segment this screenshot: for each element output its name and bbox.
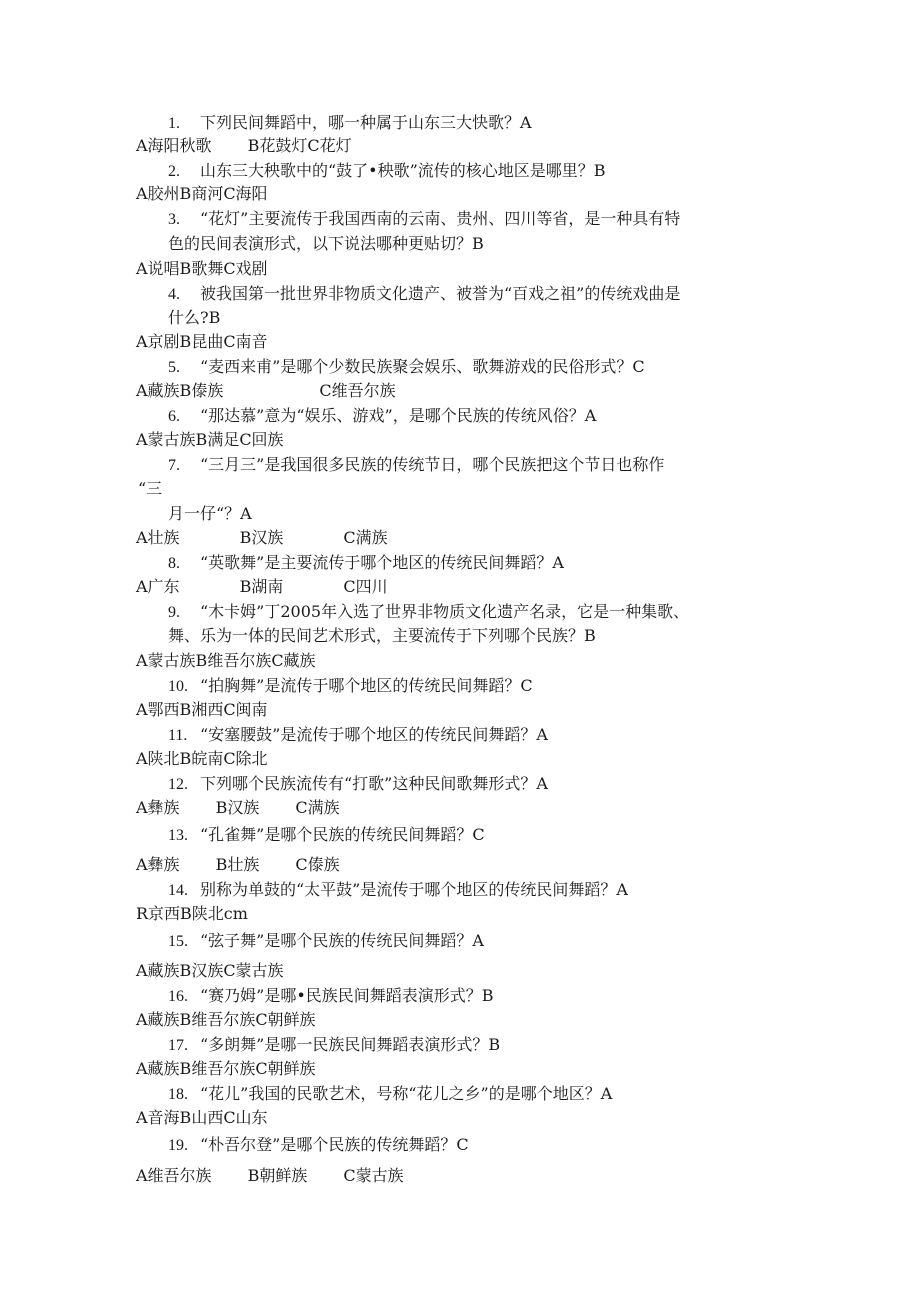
options-8 (136, 576, 388, 598)
question-18 (168, 1083, 612, 1105)
question-text: 被我国第一批世界非物质文化遗产、被誉为“百戏之祖”的传统戏曲是 (200, 284, 681, 303)
question-3-cont (168, 233, 484, 255)
option: A蒙古族B满足C回族 (136, 430, 284, 449)
question-number: 5. (168, 359, 180, 376)
option: A藏族B汉族C蒙古族 (136, 961, 284, 980)
option: A彝族 (136, 798, 180, 817)
question-text: 下列民间舞蹈中，哪一种属于山东三大快歌？A (200, 113, 532, 132)
question-text: “多朗舞”是哪一民族民间舞蹈表演形式？B (200, 1035, 501, 1054)
question-3 (168, 208, 680, 230)
question-text: “赛乃姆”是哪•民族民间舞蹈表演形式？B (200, 986, 494, 1005)
question-number: 1. (168, 115, 180, 132)
question-text: “花灯”主要流传于我国西南的云南、贵州、四川等省，是一种具有特 (200, 209, 681, 228)
question-15 (168, 930, 484, 952)
question-7-cont (138, 478, 162, 500)
options-14 (136, 903, 248, 925)
question-17 (168, 1034, 500, 1056)
question-7-cont2 (168, 503, 252, 525)
option: B湖南 (239, 577, 284, 596)
question-number: 8. (168, 555, 180, 572)
option: A广东 (136, 577, 180, 596)
question-number: 19. (168, 1137, 188, 1154)
question-text: “朴吾尔登”是哪个民族的传统舞蹈？C (200, 1135, 469, 1154)
options-4 (136, 331, 268, 353)
question-8 (168, 552, 564, 574)
option: A蒙古族B维吾尔族C藏族 (136, 651, 316, 670)
question-2 (168, 160, 606, 182)
question-number: 13. (168, 827, 188, 844)
option: A维吾尔族 (136, 1166, 212, 1185)
question-text: “孔雀舞”是哪个民族的传统民间舞蹈？C (200, 825, 485, 844)
options-6 (136, 429, 284, 451)
question-text: 月一仔“？A (168, 504, 252, 523)
question-number: 6. (168, 408, 180, 425)
options-9 (136, 650, 316, 672)
question-19 (168, 1134, 469, 1156)
question-text: 舞、乐为一体的民间艺术形式，主要流传于下列哪个民族？B (168, 626, 596, 645)
options-16 (136, 1009, 316, 1031)
question-11 (168, 724, 548, 746)
question-text: “拍胸舞”是流传于哪个地区的传统民间舞蹈？C (200, 676, 533, 695)
option: C维吾尔族 (319, 381, 396, 400)
option: B壮族 (215, 855, 260, 874)
option: A藏族B维吾尔族C朝鲜族 (136, 1059, 316, 1078)
question-text: “三月三”是我国很多民族的传统节日，哪个民族把这个节日也称作 (200, 455, 665, 474)
question-12 (168, 773, 548, 795)
question-14 (168, 879, 628, 901)
question-text: “麦西来甫”是哪个少数民族聚会娱乐、歌舞游戏的民俗形式？C (200, 357, 645, 376)
option: B汉族 (239, 528, 284, 547)
options-3 (136, 258, 268, 280)
option: A壮族 (136, 528, 180, 547)
option: A陕北B皖南C除北 (136, 749, 268, 768)
option: A海阳秋歌 (136, 136, 212, 155)
question-9 (168, 601, 689, 623)
question-number: 17. (168, 1037, 188, 1054)
option: A音海B山西C山东 (136, 1108, 268, 1127)
option: C四川 (343, 577, 388, 596)
question-1 (168, 112, 532, 134)
option: A说唱B歌舞C戏剧 (136, 259, 268, 278)
question-text: “弦子舞”是哪个民族的传统民间舞蹈？A (200, 931, 484, 950)
option: A藏族B维吾尔族C朝鲜族 (136, 1010, 316, 1029)
question-text: “花儿”我国的民歌艺术，号称“花儿之乡”的是哪个地区？A (200, 1084, 613, 1103)
question-6 (168, 405, 596, 427)
question-number: 3. (168, 211, 180, 228)
question-9-cont (168, 625, 596, 647)
option: B朝鲜族 (247, 1166, 308, 1185)
option: B花鼓灯C花灯 (247, 136, 352, 155)
options-15 (136, 960, 284, 982)
question-10 (168, 675, 533, 697)
question-text: “木卡姆”丁2005年入选了世界非物质文化遗产名录，它是一种集歌、 (200, 602, 690, 621)
option: C满族 (343, 528, 388, 547)
options-2 (136, 183, 268, 205)
question-text: “英歌舞”是主要流传于哪个地区的传统民间舞蹈？A (200, 553, 564, 572)
question-13 (168, 824, 485, 846)
question-number: 15. (168, 933, 188, 950)
question-text: 色的民间表演形式，以下说法哪种更贴切？B (168, 234, 484, 253)
question-4-cont (168, 307, 220, 329)
question-number: 9. (168, 604, 180, 621)
question-text: 什么?B (168, 308, 221, 327)
options-17 (136, 1058, 316, 1080)
option: A胶州B商河C海阳 (136, 184, 268, 203)
options-12 (136, 797, 340, 819)
options-19 (136, 1165, 404, 1187)
option: C满族 (295, 798, 340, 817)
option: A藏族B傣族 (136, 381, 224, 400)
options-18 (136, 1107, 268, 1129)
question-text: 别称为单鼓的“太平鼓”是流传于哪个地区的传统民间舞蹈？A (200, 880, 628, 899)
question-number: 4. (168, 286, 180, 303)
options-11 (136, 748, 268, 770)
question-number: 16. (168, 988, 188, 1005)
question-text: “那达慕”意为“娱乐、游戏”，是哪个民族的传统风俗？A (200, 406, 597, 425)
question-number: 12. (168, 776, 188, 793)
question-7 (168, 454, 664, 476)
question-5 (168, 356, 645, 378)
question-number: 18. (168, 1086, 188, 1103)
question-number: 11. (168, 727, 188, 744)
option: A彝族 (136, 855, 180, 874)
question-number: 2. (168, 163, 180, 180)
option: A鄂西B湘西C闽南 (136, 700, 268, 719)
options-13 (136, 854, 340, 876)
question-number: 10. (168, 678, 188, 695)
options-1 (136, 135, 352, 157)
options-5 (136, 380, 396, 402)
options-10 (136, 699, 268, 721)
option: R京西B陕北cm (136, 904, 248, 923)
question-text: 山东三大秧歌中的“鼓了•秧歌”流传的核心地区是哪里？B (200, 161, 606, 180)
question-4 (168, 283, 680, 305)
question-text: 下列哪个民族流传有“打歌”这种民间歌舞形式？A (200, 774, 548, 793)
question-text: “安塞腰鼓”是流传于哪个地区的传统民间舞蹈？A (200, 725, 548, 744)
options-7 (136, 527, 388, 549)
option: C蒙古族 (343, 1166, 404, 1185)
question-number: 7. (168, 457, 180, 474)
option: C傣族 (295, 855, 340, 874)
question-number: 14. (168, 882, 188, 899)
option: A京剧B昆曲C南音 (136, 332, 268, 351)
option: B汉族 (215, 798, 260, 817)
question-text: “三 (138, 479, 163, 498)
question-16 (168, 985, 494, 1007)
